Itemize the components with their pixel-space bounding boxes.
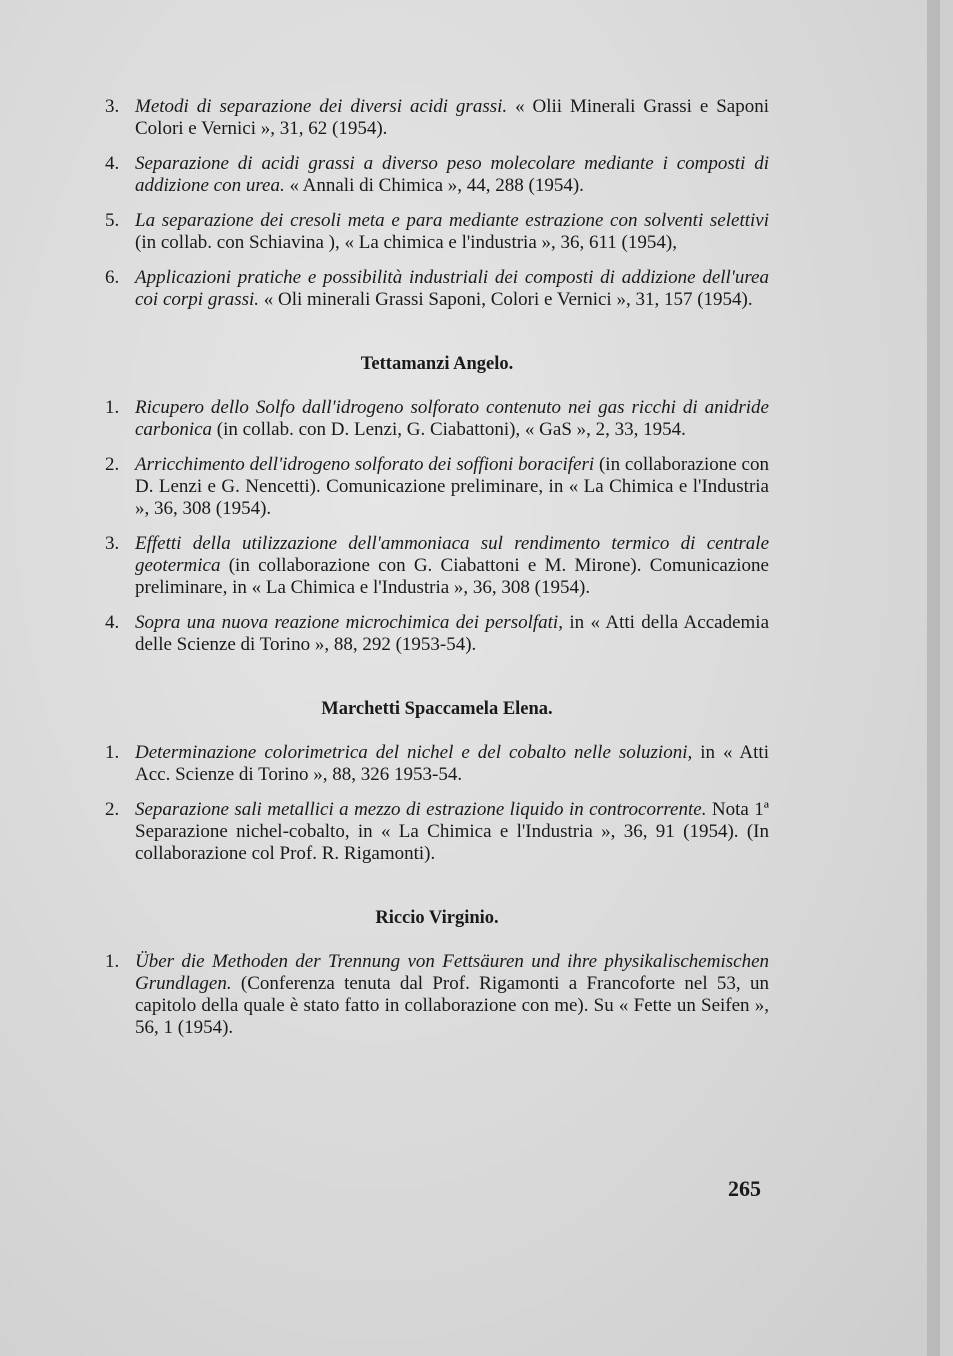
item-number: 2.	[105, 454, 120, 475]
item-citation: (in collaborazione con G. Ciabattoni e M. Mirone). Comunicazione preliminare, in « La Chimica e l'Industria », 36, 308 (1954).	[135, 555, 769, 598]
list-item	[105, 153, 769, 197]
list-item	[105, 267, 769, 311]
list-item	[105, 533, 769, 599]
list-item	[105, 397, 769, 441]
item-number: 1.	[105, 742, 120, 763]
item-title: Metodi di separazione dei diversi acidi grassi.	[135, 96, 508, 117]
item-citation: in « Atti Acc. Scienze di Torino », 88, 326 1953-54.	[135, 742, 769, 785]
list-item	[105, 612, 769, 656]
item-number: 2.	[105, 799, 120, 820]
page-edge-shadow	[927, 0, 940, 1356]
publication-list	[105, 96, 769, 1052]
item-citation: (in collaborazione con D. Lenzi e G. Nencetti). Comunicazione preliminare, in « La Chimica e l'Industria », 36, 308 (1954).	[135, 454, 769, 519]
item-citation: (in collab. con D. Lenzi, G. Ciabattoni), « GaS », 2, 33, 1954.	[212, 419, 686, 440]
item-citation: « Olii Minerali Grassi e Saponi Colori e Vernici », 31, 62 (1954).	[135, 96, 769, 139]
item-title: Determinazione colorimetrica del nichel e del cobalto nelle soluzioni,	[135, 742, 693, 763]
list-item	[105, 210, 769, 254]
page-number: 265	[728, 1176, 761, 1201]
item-number: 1.	[105, 951, 120, 972]
item-number: 6.	[105, 267, 120, 288]
list-item	[105, 96, 769, 140]
item-number: 3.	[105, 96, 120, 117]
list-item	[105, 742, 769, 786]
item-citation: « Annali di Chimica », 44, 288 (1954).	[284, 175, 584, 196]
item-title: Über die Methoden der Trennung von Fettsäuren und ihre physikalischemischen Grundlagen.	[135, 951, 769, 994]
item-number: 1.	[105, 397, 120, 418]
item-number: 4.	[105, 612, 120, 633]
item-title: Effetti della utilizzazione dell'ammoniaca sul rendimento termico di centrale geotermica	[135, 533, 769, 576]
item-number: 3.	[105, 533, 120, 554]
item-title: Applicazioni pratiche e possibilità industriali dei composti di addizione dell'urea coi corpi grassi.	[135, 267, 769, 310]
item-title: Separazione di acidi grassi a diverso peso molecolare mediante i composti di addizione con urea.	[135, 153, 769, 196]
item-number: 4.	[105, 153, 120, 174]
item-number: 5.	[105, 210, 120, 231]
item-citation: « Oli minerali Grassi Saponi, Colori e Vernici », 31, 157 (1954).	[259, 289, 753, 310]
item-title: La separazione dei cresoli meta e para mediante estrazione con solventi selettivi	[135, 210, 769, 231]
list-item	[105, 799, 769, 865]
item-title: Ricupero dello Solfo dall'idrogeno solforato contenuto nei gas ricchi di anidride carbonica	[135, 397, 769, 440]
item-citation: in « Atti della Accademia delle Scienze di Torino », 88, 292 (1953-54).	[135, 612, 770, 655]
item-citation: (in collab. con Schiavina ), « La chimica e l'industria », 36, 611 (1954),	[135, 232, 677, 253]
item-title: Sopra una nuova reazione microchimica dei persolfati,	[135, 612, 563, 633]
author-heading: Tettamanzi Angelo.	[360, 354, 514, 374]
list-item	[105, 454, 769, 520]
item-title: Arricchimento dell'idrogeno solforato dei soffioni boraciferi	[135, 454, 595, 475]
list-item	[105, 951, 769, 1039]
item-title: Separazione sali metallici a mezzo di estrazione liquido in controcorrente.	[135, 799, 707, 820]
author-heading: Riccio Virginio.	[375, 908, 499, 928]
item-citation: (Conferenza tenuta dal Prof. Rigamonti a Francoforte nel 53, un capitolo della quale è stato fatto in collaborazione con me). Su « Fette un Seifen », 56, 1 (1954).	[135, 973, 769, 1038]
item-citation: Nota 1ª Separazione nichel-cobalto, in « La Chimica e l'Industria », 36, 91 (1954). (In collaborazione col Prof. R. Rigamonti).	[135, 799, 769, 864]
author-heading: Marchetti Spaccamela Elena.	[321, 699, 553, 719]
